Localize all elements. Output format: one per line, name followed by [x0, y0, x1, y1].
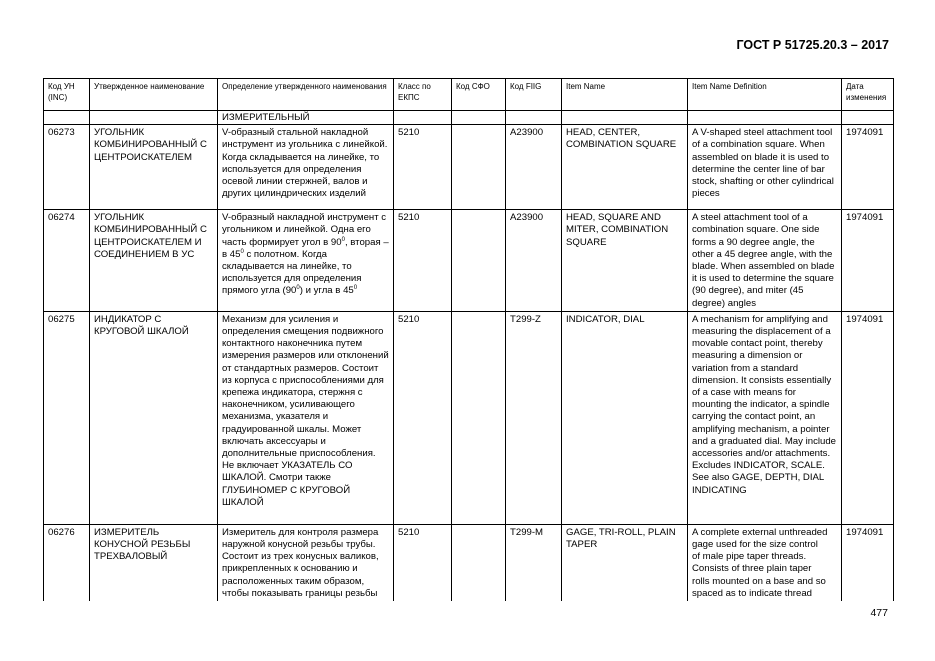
cell-fiig-code: A23900	[506, 210, 562, 312]
definition-text-part: ) и угла в 45	[299, 285, 354, 297]
cell-code: 06275	[44, 311, 90, 524]
cell-item-name: HEAD, SQUARE AND MITER, COMBINATION SQUARE	[562, 210, 688, 312]
cell-item-name-definition: A mechanism for amplifying and measuring the displacement of a movable contact point, thereby measuring a dimension or variation from a standard dimension. It consists essentially of a case with means for mounting the indicator, a spindle carrying the contact point, an amplifying mechanism, a pointer and a graduated dial. May include accessories and/or attachments. Excludes INDICATOR, SCALE. See also GAGE, DEPTH, DIAL INDICATING	[688, 311, 842, 524]
cell-definition: V-образный стальной накладной инструмент из угольника с линейкой. Когда складывается на линейке, то используется для определения осевой линии стержней, валов и других цилиндрических изделий	[218, 125, 394, 210]
definition-text-part: , вторая – в 45	[222, 236, 389, 260]
cell-sfo-code	[452, 210, 506, 312]
cell-change-date: 1974091	[842, 125, 894, 210]
col-header-definition: Определение утвержденного наименования	[218, 79, 394, 111]
degree-superscript: 0	[341, 236, 345, 243]
cell-fiig-code: T299-Z	[506, 311, 562, 524]
col-header-code: Код УН (INC)	[44, 79, 90, 111]
table-row	[44, 210, 894, 312]
cell-sfo-code	[452, 524, 506, 601]
col-header-item-name: Item Name	[562, 79, 688, 111]
cell-ekps-class: 5210	[394, 311, 452, 524]
definition-line: наружной конусной резьбы трубы.	[222, 539, 376, 551]
item-definition-line: rolls mounted on a base and so	[692, 575, 826, 587]
cell-approved-name: УГОЛЬНИК КОМБИНИРОВАННЫЙ С ЦЕНТРОИСКАТЕЛЕМ И СОЕДИНЕНИЕМ В УС	[90, 210, 218, 312]
item-definition-line: A complete external unthreaded	[692, 526, 828, 538]
definition-line: чтобы показывать границы резьбы	[222, 587, 378, 599]
item-definition-line: gage used for the size control	[692, 539, 818, 551]
cell-approved-name: УГОЛЬНИК КОМБИНИРОВАННЫЙ С ЦЕНТРОИСКАТЕЛЕМ	[90, 125, 218, 210]
col-header-item-name-definition: Item Name Definition	[688, 79, 842, 111]
cell-sfo-code	[452, 311, 506, 524]
table-header-row	[44, 79, 894, 111]
cell-ekps-class: 5210	[394, 210, 452, 312]
continuation-row	[44, 111, 894, 125]
document-code: ГОСТ Р 51725.20.3 – 2017	[736, 38, 889, 52]
cell-fiig-code: T299-M	[506, 524, 562, 601]
definition-line: прикрепленных к основанию и	[222, 563, 358, 575]
cell-item-name-definition	[688, 524, 842, 601]
col-header-fiig-code: Код FIIG	[506, 79, 562, 111]
cell-definition: Механизм для усиления и определения смещения подвижного контактного наконечника путем измерения размеров или отклонений от стандартных размеров. Состоит из корпуса с приспособлениями для крепежа индикатора, стержня с наконечником, усиливающего механизма, указателя и градуированной шкалы. Может включать аксессуары и дополнительные приспособления. Не включает УКАЗАТЕЛЬ СО ШКАЛОЙ. Смотри также ГЛУБИНОМЕР С КРУГОВОЙ ШКАЛОЙ	[218, 311, 394, 524]
degree-superscript: 0	[353, 285, 358, 292]
definition-line: Измеритель для контроля размера	[222, 526, 379, 538]
cell-item-name: HEAD, CENTER, COMBINATION SQUARE	[562, 125, 688, 210]
col-header-approved-name: Утвержденное наименование	[90, 79, 218, 111]
cell-change-date: 1974091	[842, 210, 894, 312]
cell-definition	[218, 524, 394, 601]
degree-superscript: 0	[240, 248, 244, 255]
cell-item-name: INDICATOR, DIAL	[562, 311, 688, 524]
degree-superscript: 0	[296, 285, 300, 292]
cell-ekps-class: 5210	[394, 125, 452, 210]
cell-change-date: 1974091	[842, 524, 894, 601]
cell-item-name: GAGE, TRI-ROLL, PLAIN TAPER	[562, 524, 688, 601]
page-number: 477	[870, 607, 888, 619]
table-row	[44, 311, 894, 524]
cell-sfo-code	[452, 125, 506, 210]
col-header-change-date: Дата изменения	[842, 79, 894, 111]
item-names-table	[43, 78, 894, 601]
cell-definition	[218, 210, 394, 312]
cell-item-name-definition: A V-shaped steel attachment tool of a combination square. When assembled on blade it is used to determine the center line of bar stock, shafting or other cylindrical pieces	[688, 125, 842, 210]
item-definition-line: Consists of three plain taper	[692, 563, 812, 575]
continuation-text: ИЗМЕРИТЕЛЬНЫЙ	[218, 111, 394, 125]
cell-change-date: 1974091	[842, 311, 894, 524]
table-row	[44, 524, 894, 601]
cell-fiig-code: A23900	[506, 125, 562, 210]
cell-item-name-definition: A steel attachment tool of a combination square. One side forms a 90 degree angle, the other a 45 degree angle, with the blade. When assembled on blade it is used to determine the square (90 degree), and miter (45 degree) angles	[688, 210, 842, 312]
col-header-sfo-code: Код СФО	[452, 79, 506, 111]
cell-approved-name: ИЗМЕРИТЕЛЬ КОНУСНОЙ РЕЗЬБЫ ТРЕХВАЛОВЫЙ	[90, 524, 218, 601]
col-header-ekps-class: Класс по ЕКПС	[394, 79, 452, 111]
definition-text-part: V-образный накладной инструмент с угольником и линейкой. Одна его часть формирует угол в 90	[222, 212, 387, 248]
cell-code: 06276	[44, 524, 90, 601]
definition-line: расположенных таким образом,	[222, 575, 365, 587]
cell-code: 06273	[44, 125, 90, 210]
cell-ekps-class: 5210	[394, 524, 452, 601]
table-row	[44, 125, 894, 210]
item-definition-line: spaced as to indicate thread	[692, 587, 813, 599]
definition-line: Состоит из трех конусных валиков,	[222, 551, 379, 563]
definition-text-part: с полотном. Когда складывается на линейке, то используется для определения прямого угла (90	[222, 248, 362, 297]
cell-approved-name: ИНДИКАТОР С КРУГОВОЙ ШКАЛОЙ	[90, 311, 218, 524]
item-definition-line: of male pipe taper threads.	[692, 551, 807, 563]
cell-code: 06274	[44, 210, 90, 312]
